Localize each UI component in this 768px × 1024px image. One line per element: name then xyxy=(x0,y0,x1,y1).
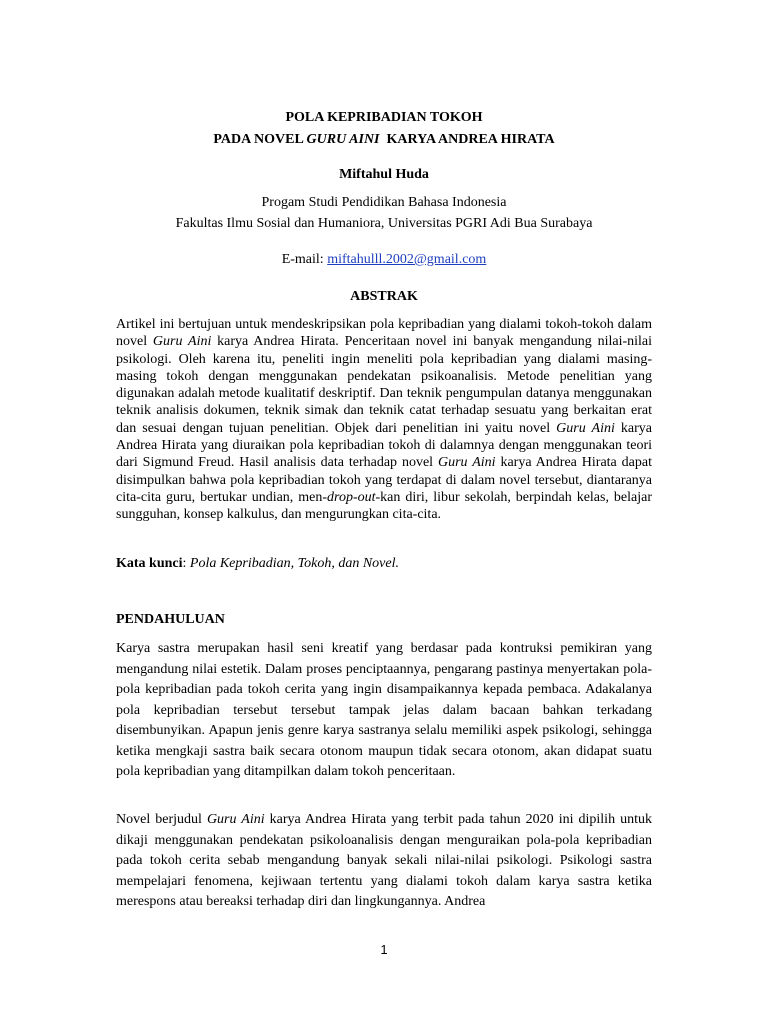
author-name: Miftahul Huda xyxy=(339,167,429,182)
paper-title-line2 xyxy=(116,130,652,150)
abstract-text: karya Andrea Hirata yang diuraikan pola kepribadian tokoh di dalamnya dengan menggunakan teori dari Sigmund Freud. Hasil analisis data terhadap novel xyxy=(116,420,652,471)
abstract-text: Artikel ini bertujuan untuk mendeskripsikan pola kepribadian yang dialami tokoh-tokoh dalam novel xyxy=(116,317,652,350)
abstract-text: karya Andrea Hirata. Penceritaan novel ini banyak mengandung nilai-nilai psikologi. Oleh karena itu, peneliti ingin meneliti pola kepribadian yang dialami masing-masing tokoh dengan menggunakan pendekatan psikoanalisis. Metode penelitian yang digunakan adalah metode kualitatif deskriptif. Dan teknik pengumpulan datanya menggunakan teknik analisis dokumen, teknik simak dan teknik catat terhadap sesuatu yang berkaitan erat dan sesuai dengan tujuan penelitian. Objek dari penelitian ini yaitu novel xyxy=(116,334,652,436)
abstract-text: -kan diri, libur sekolah, berpindah kelas, belajar sungguhan, konsep kalkulus, dan mengurungkan cita-cita. xyxy=(116,489,652,523)
abstract-italic: Guru Aini xyxy=(556,420,615,436)
intro-paragraph-1: Karya sastra merupakan hasil seni kreatif yang berdasar pada kontruksi pemikiran yang mengandung nilai estetik. Dalam proses penciptaannya, pengarang pastinya menyertakan pola-pola kepribadian pada tokoh cerita yang ingin disampaikannya kepada pembaca. Adakalanya pola kepribadian tersebut tersebut tampak jelas dalam bacaan bahkan terkadang disembunyikan. Apapun jenis genre karya sastranya selalu memiliki aspek psikologi, sehingga ketika mengkaji sastra baik secara otonom maupun tidak secara otonom, akan didapat suatu pola kepribadian yang ditampilkan dalam tokoh penceritaan. xyxy=(116,641,652,779)
page-number: 1 xyxy=(380,942,388,957)
abstract-heading: ABSTRAK xyxy=(350,289,418,304)
abstract-italic: drop-out xyxy=(327,489,376,505)
paragraph-text: Novel berjudul xyxy=(116,812,207,827)
keywords-separator: : xyxy=(182,556,190,571)
email-line xyxy=(116,250,652,270)
section-heading: PENDAHULUAN xyxy=(116,612,225,627)
paper-title-line1: POLA KEPRIBADIAN TOKOH xyxy=(285,110,483,125)
title-line2-prefix: PADA NOVEL xyxy=(213,132,307,147)
keywords-value: Pola Kepribadian, Tokoh, dan Novel. xyxy=(189,556,399,571)
abstract-body xyxy=(116,316,652,524)
intro-paragraph-2 xyxy=(116,810,652,913)
affiliation-program: Progam Studi Pendidikan Bahasa Indonesia xyxy=(261,195,507,210)
paragraph-text: karya Andrea Hirata yang terbit pada tahun 2020 ini dipilih untuk dikaji menggunakan pendekatan psikoloanalisis dengan menguraikan pola-pola kepribadian pada tokoh cerita sebab mengandung banyak sekali nilai-nilai psikologi. Psikologi sastra mempelajari fenomena, kejiwaan tertentu yang dialami tokoh dalam karya sastra ketika merespons atau bereaksi terhadap diri dan lingkungannya. Andrea xyxy=(116,812,652,909)
keywords-label: Kata kunci xyxy=(116,556,183,571)
title-line2-suffix: KARYA ANDREA HIRATA xyxy=(379,132,555,147)
keywords-line xyxy=(116,554,652,574)
paragraph-italic: Guru Aini xyxy=(206,812,265,827)
email-label: E-mail: xyxy=(281,252,328,267)
affiliation-faculty: Fakultas Ilmu Sosial dan Humaniora, Universitas PGRI Adi Bua Surabaya xyxy=(175,216,593,231)
title-novel-name: GURU AINI xyxy=(306,132,380,147)
abstract-text: karya Andrea Hirata dapat disimpulkan bahwa pola kepribadian tokoh yang terdapat di dalam novel tersebut, diantaranya cita-cita guru, bertukar undian, men- xyxy=(116,455,652,505)
email-link[interactable]: miftahulll.2002@gmail.com xyxy=(327,252,487,267)
abstract-italic: Guru Aini xyxy=(152,334,212,350)
abstract-italic: Guru Aini xyxy=(437,455,496,471)
